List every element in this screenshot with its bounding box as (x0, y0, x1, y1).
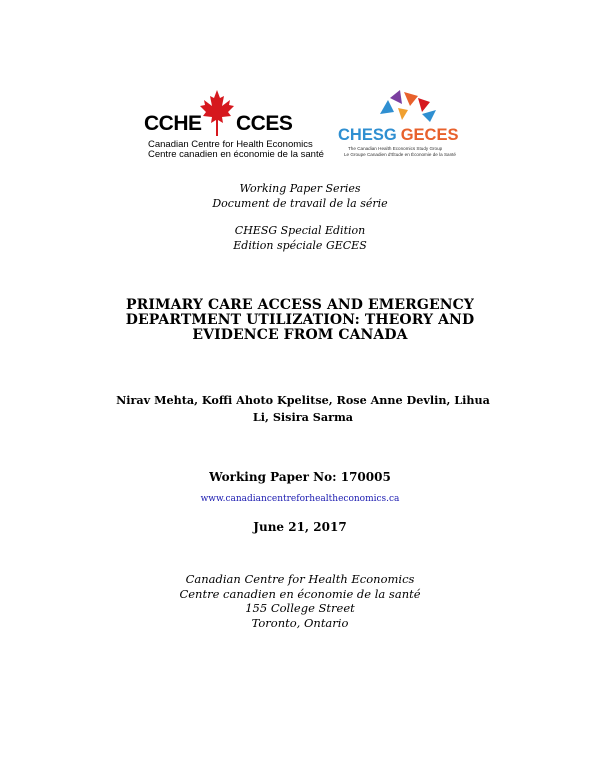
edition-fr: Edition spéciale GECES (233, 238, 367, 252)
address-line-4: Toronto, Ontario (251, 615, 349, 630)
address-line-1: Canadian Centre for Health Economics (185, 572, 415, 586)
authors: Nirav Mehta, Koffi Ahoto Kpelitse, Rose Anne Devlin, Lihua Li, Sisira Sarma (116, 393, 490, 424)
cche-cces-logo (140, 88, 324, 166)
website-link[interactable]: www.canadiancentreforhealtheconomics.ca (200, 494, 400, 504)
cces-text: CCES (236, 112, 293, 135)
edition-en: CHESG Special Edition (234, 224, 366, 237)
series-en: Working Paper Series (239, 182, 361, 195)
paper-title: PRIMARY CARE ACCESS AND EMERGENCY DEPARTMENT UTILIZATION: THEORY AND EVIDENCE FROM CANADA (125, 297, 475, 343)
chesg-text: CHESG (338, 126, 397, 144)
address-block (0, 572, 600, 630)
header-logos (0, 88, 600, 168)
chesg-subtitle-en: The Canadian Health Economics Study Group (348, 146, 443, 151)
address-line-2: Centre canadien en économie de la santé (179, 586, 421, 601)
chesg-geces-logo (338, 90, 478, 166)
series-block (0, 182, 600, 211)
cche-subtitle-fr: Centre canadien en économie de la santé (148, 149, 324, 160)
cche-text: CCHE (144, 112, 202, 135)
chesg-leaf-mark-icon (378, 90, 438, 124)
chesg-wordmark (338, 126, 458, 145)
chesg-subtitle-fr: Le Groupe Canadien d'Étude en Économie de la Santé (344, 151, 456, 157)
edition-block (0, 224, 600, 253)
publication-date: June 21, 2017 (253, 520, 347, 534)
cche-subtitle-en: Canadian Centre for Health Economics (148, 139, 313, 150)
address-line-3: 155 College Street (245, 601, 355, 615)
working-paper-number: Working Paper No: 170005 (209, 470, 391, 484)
series-fr: Document de travail de la série (212, 196, 388, 210)
maple-leaf-icon (200, 90, 234, 136)
geces-text: GECES (400, 126, 459, 144)
